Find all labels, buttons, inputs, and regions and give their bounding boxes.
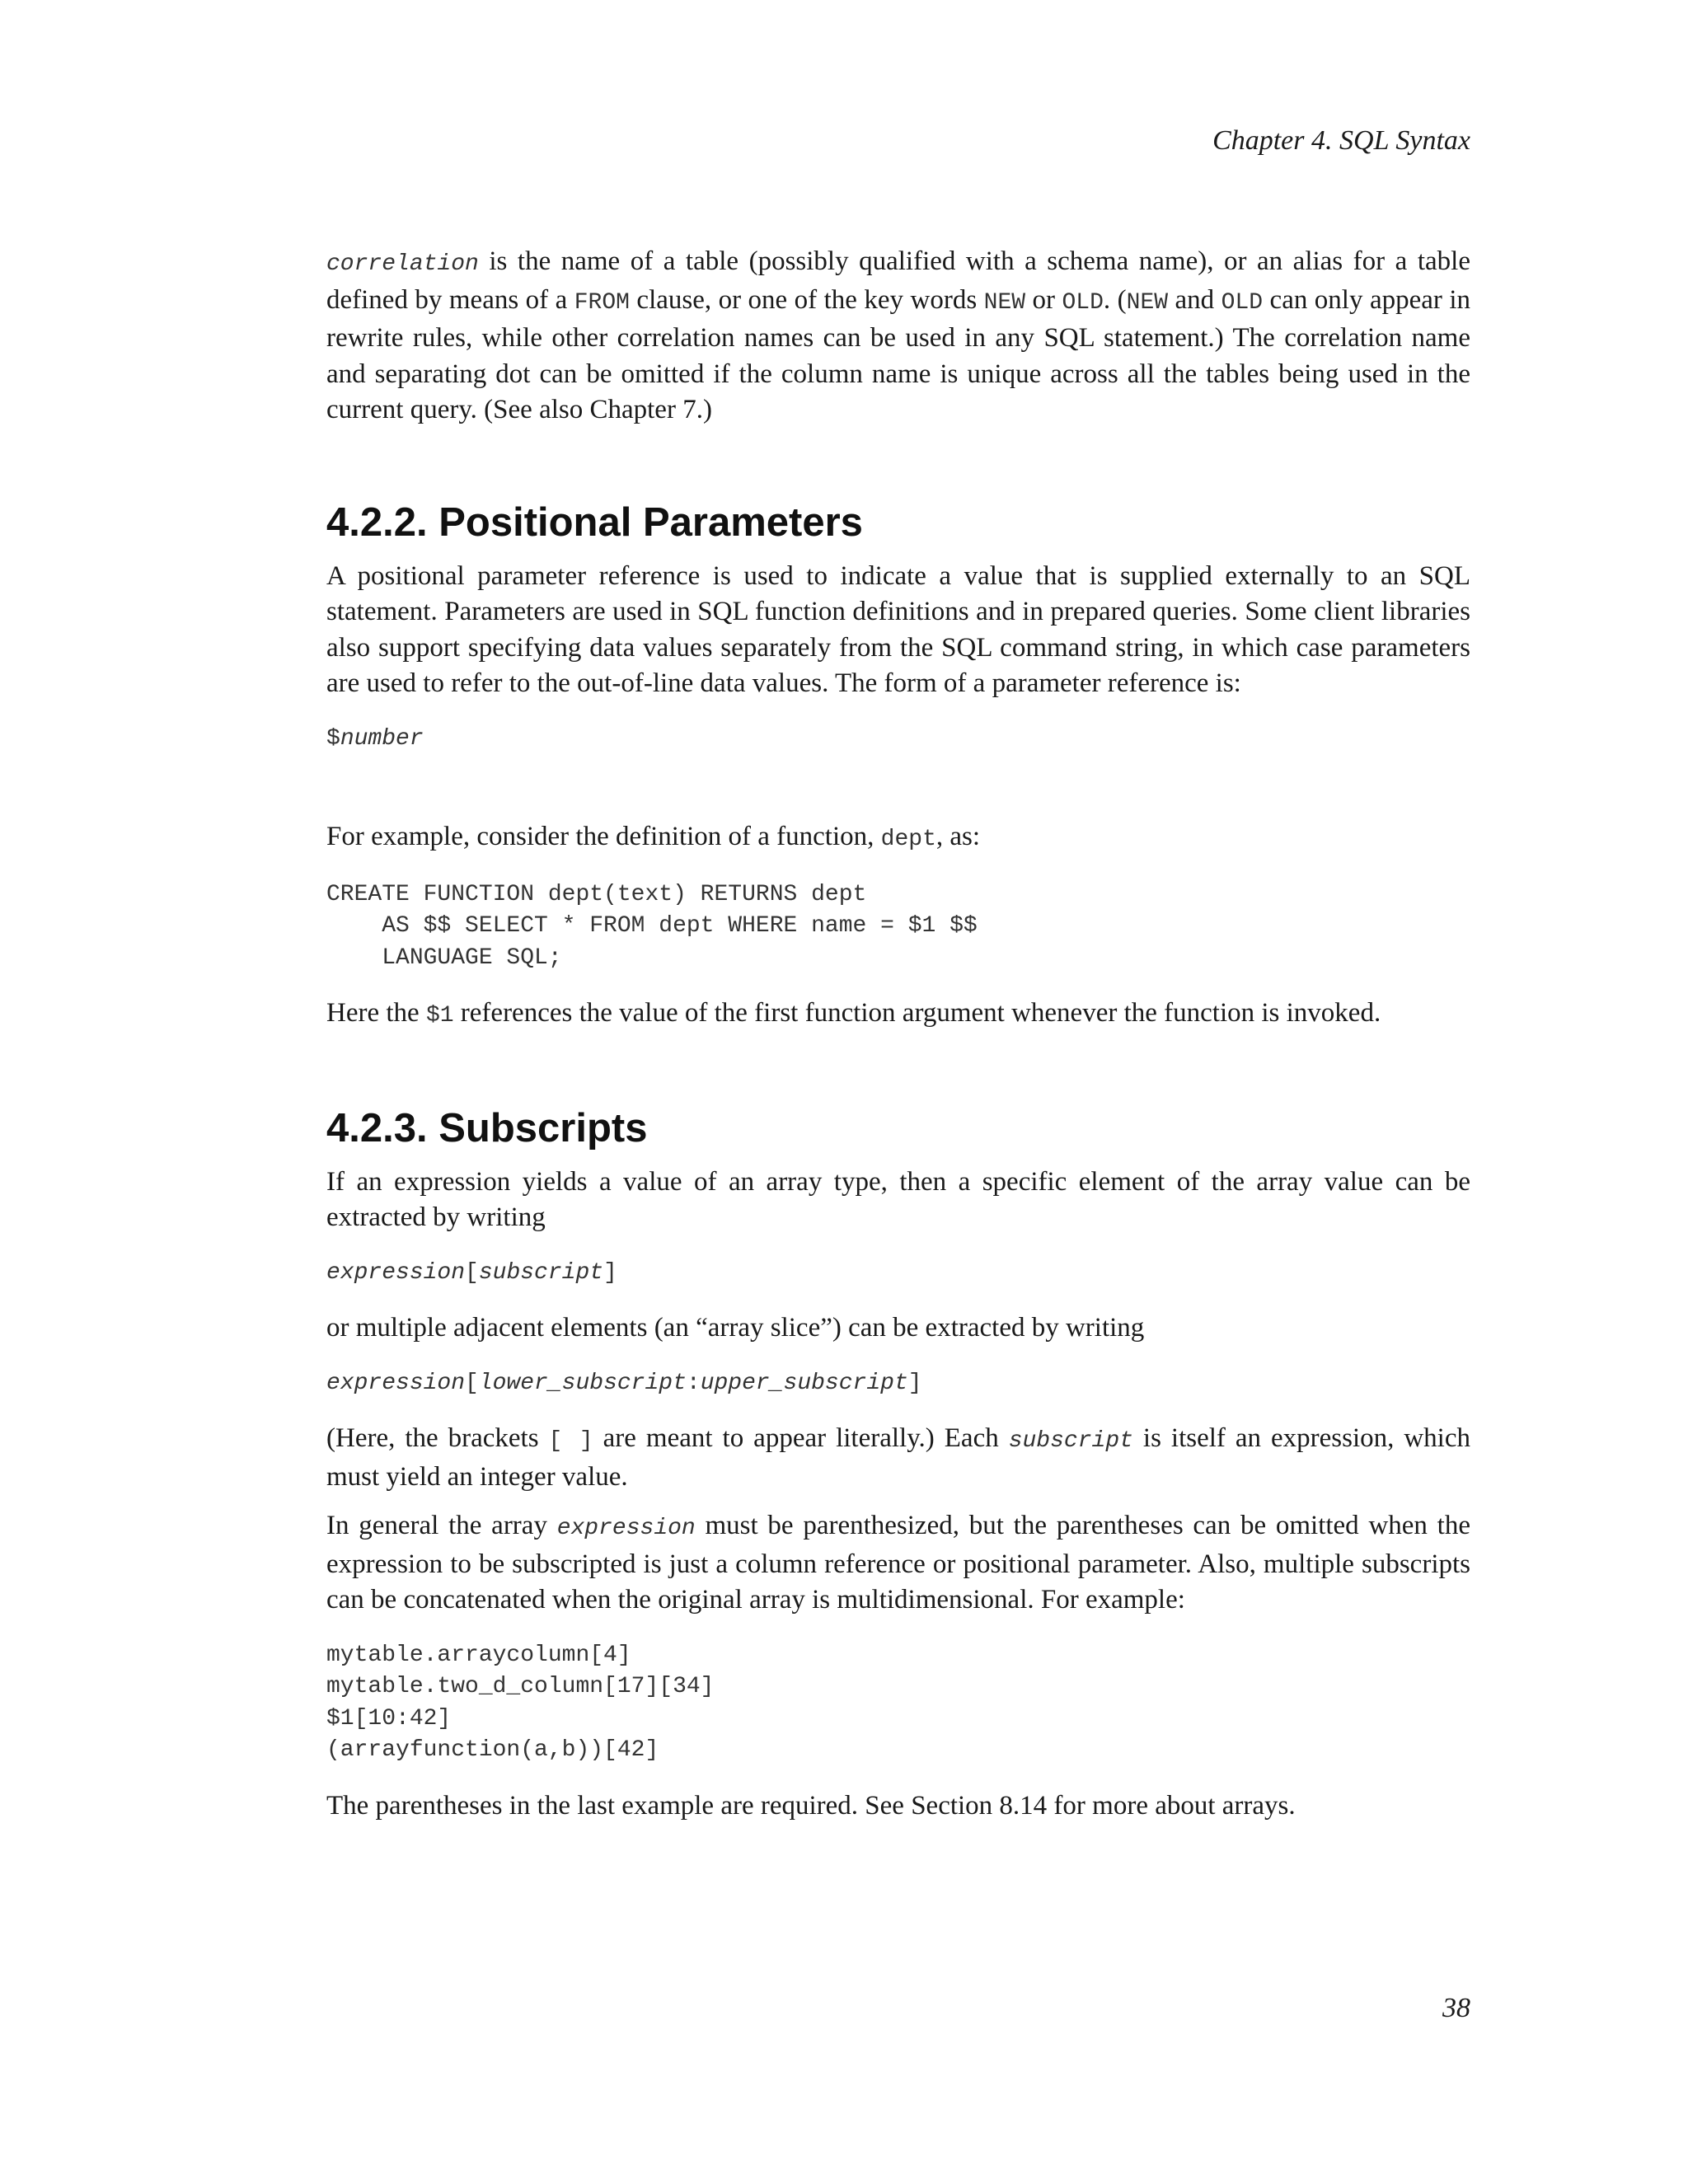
- page-number: 38: [1442, 1993, 1470, 2023]
- document-page: [326, 0, 1470, 2184]
- paragraph-correlation: correlation is the name of a table (possibly qualified with a schema name), or an alias for a table defined by means of a FROM clause, or one of the key words NEW or OLD. (NEW and OLD can only appear in rewrite rules, while other correlation names can be used in any SQL statement.) The correlation name and separating dot can be omitted if the column name is unique across all the tables being used in the current query. (See also Chapter 7.): [326, 246, 1471, 424]
- paragraph-brackets: (Here, the brackets [ ] are meant to appear literally.) Each subscript is itself an expression, which must yield an integer value.: [326, 1423, 1470, 1492]
- term-expression: expression: [556, 1516, 696, 1541]
- paragraph-arrays-reference: The parentheses in the last example are required. See Section 8.14 for more about arrays.: [326, 1790, 1296, 1821]
- paragraph-function-example: For example, consider the definition of a function, dept, as:: [326, 822, 981, 852]
- keyword-old: OLD: [1062, 289, 1104, 316]
- paragraph-dollar-one: Here the $1 references the value of the first function argument whenever the function is invoked.: [326, 998, 1381, 1029]
- keyword-new: NEW: [983, 289, 1026, 316]
- keyword-old: OLD: [1221, 289, 1264, 316]
- running-head: Chapter 4. SQL Syntax: [1212, 125, 1470, 156]
- paragraph-subscripts: If an expression yields a value of an array type, then a specific element of the array value can be extracted by writing: [326, 1166, 1470, 1232]
- section-heading-subscripts: 4.2.3. Subscripts: [326, 1105, 648, 1151]
- term-dept: dept: [880, 827, 936, 852]
- code-create-function: CREATE FUNCTION dept(text) RETURNS dept AS $$ SELECT * FROM dept WHERE name = $1 $$ LANGUAGE SQL;: [326, 881, 978, 971]
- paragraph-parenthesized: In general the array expression must be parenthesized, but the parentheses can be omitted when the expression to be subscripted is just a column reference or positional parameter. Also, multiple subscripts can be concatenated when the original array is multidimensional. For example:: [326, 1511, 1470, 1615]
- paragraph-array-slice: or multiple adjacent elements (an “array slice”) can be extracted by writing: [326, 1313, 1145, 1343]
- paragraph-positional-parameters: A positional parameter reference is used to indicate a value that is supplied externally to an SQL statement. Parameters are used in SQL function definitions and in prepared queries. Some client libraries also support specifying data values separately from the SQL command string, in which case parameters are used to refer to the out-of-line data values. The form of a parameter reference is:: [326, 560, 1470, 698]
- term-subscript: subscript: [1008, 1428, 1133, 1454]
- term-brackets: [ ]: [548, 1428, 593, 1454]
- term-correlation: correlation: [326, 251, 479, 277]
- code-subscript-examples: mytable.arraycolumn[4] mytable.two_d_column[17][34] $1[10:42] (arrayfunction(a,b))[42]: [326, 1642, 715, 1763]
- page-content: [326, 244, 1470, 1824]
- section-heading-positional-parameters: 4.2.2. Positional Parameters: [326, 499, 863, 545]
- code-slice-form: expression[lower_subscript:upper_subscript]: [326, 1370, 922, 1396]
- code-parameter-form: $number: [326, 725, 424, 752]
- term-dollar-one: $1: [425, 1003, 454, 1029]
- keyword-new: NEW: [1126, 289, 1169, 316]
- code-subscript-form: expression[subscript]: [326, 1259, 617, 1286]
- keyword-from: FROM: [574, 289, 630, 316]
